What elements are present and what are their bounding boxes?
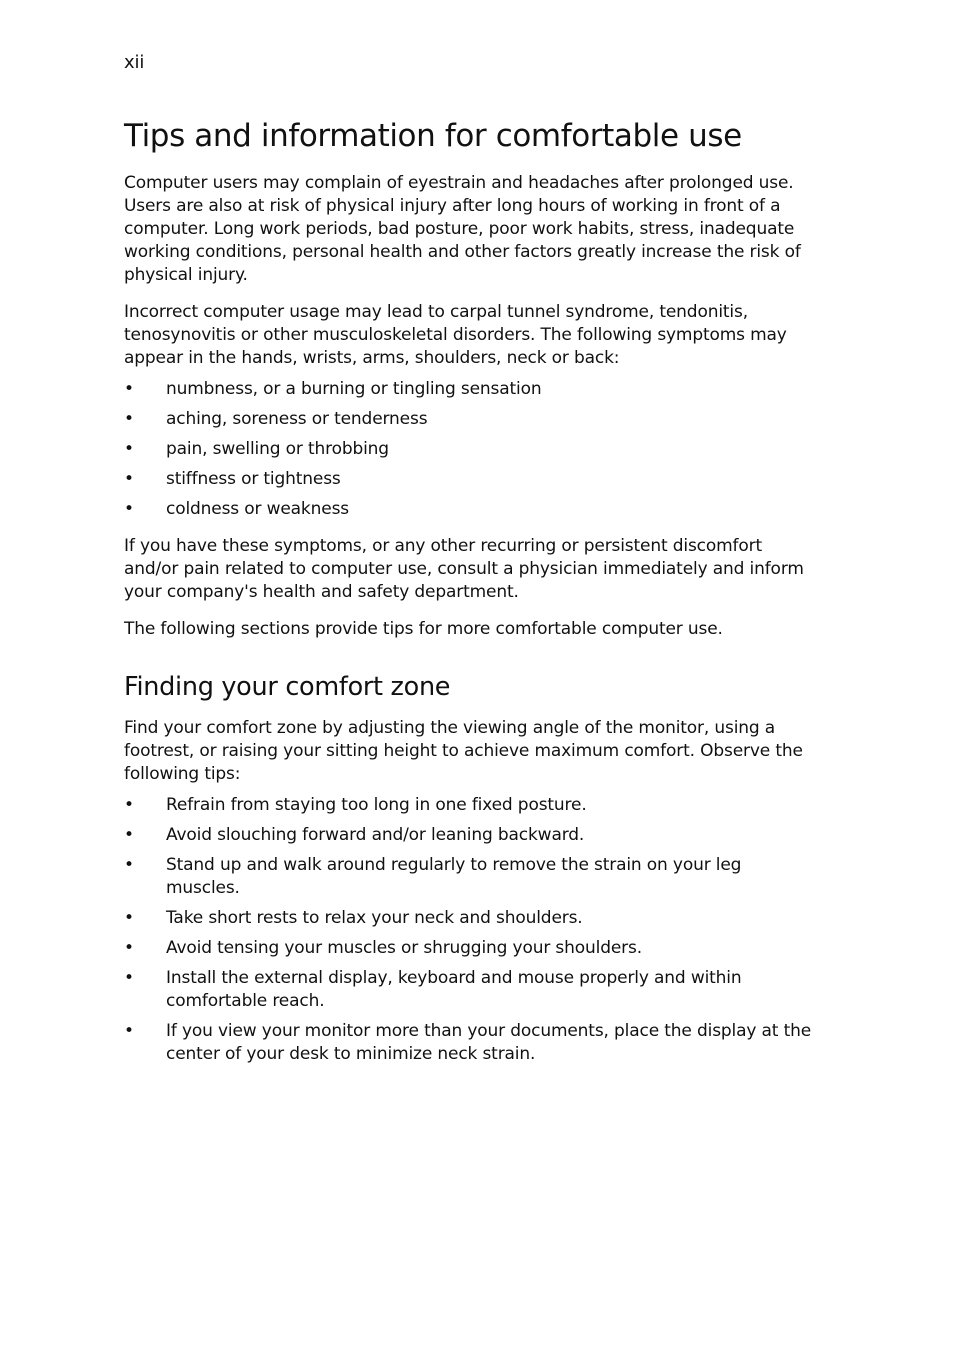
list-item	[124, 1020, 814, 1066]
list-item	[124, 794, 814, 817]
list-item	[124, 378, 814, 401]
list-item-text: Refrain from staying too long in one fixed posture.	[166, 795, 587, 815]
page-number: xii	[124, 52, 145, 73]
list-item	[124, 967, 814, 1013]
intro-paragraph: Incorrect computer usage may lead to carpal tunnel syndrome, tendonitis, tenosynovitis or other musculoskeletal disorders. The following symptoms may appear in the hands, wrists, arms, shoulders, neck or back:	[124, 302, 787, 368]
list-item-text: If you view your monitor more than your documents, place the display at the center of your desk to minimize neck strain.	[166, 1021, 812, 1064]
list-item	[124, 408, 814, 431]
section-intro: Find your comfort zone by adjusting the viewing angle of the monitor, using a footrest, or raising your sitting height to achieve maximum comfort. Observe the following tips:	[124, 718, 803, 784]
bullet-icon: •	[124, 855, 134, 875]
bullet-icon: •	[124, 795, 134, 815]
list-item-text: Avoid slouching forward and/or leaning backward.	[166, 825, 585, 845]
bullet-icon: •	[124, 1021, 134, 1041]
closing-paragraph: The following sections provide tips for more comfortable computer use.	[124, 619, 723, 639]
document-page	[124, 52, 814, 1066]
list-item-text: numbness, or a burning or tingling sensation	[166, 379, 542, 399]
list-item	[124, 498, 814, 521]
list-item-text: aching, soreness or tenderness	[166, 409, 428, 429]
bullet-icon: •	[124, 379, 134, 399]
intro-paragraph: Computer users may complain of eyestrain and headaches after prolonged use. Users are also at risk of physical injury after long hours of working in front of a computer. Long work periods, bad posture, poor work habits, stress, inadequate working conditions, personal health and other factors greatly increase the risk of physical injury.	[124, 173, 801, 285]
list-item	[124, 937, 814, 960]
list-item-text: coldness or weakness	[166, 499, 349, 519]
list-item-text: pain, swelling or throbbing	[166, 439, 389, 459]
list-item-text: Install the external display, keyboard and mouse properly and within comfortable reach.	[166, 968, 742, 1011]
list-item-text: stiffness or tightness	[166, 469, 341, 489]
list-item-text: Take short rests to relax your neck and shoulders.	[166, 908, 583, 928]
list-item	[124, 824, 814, 847]
bullet-icon: •	[124, 938, 134, 958]
closing-paragraph: If you have these symptoms, or any other recurring or persistent discomfort and/or pain related to computer use, consult a physician immediately and inform your company's health and safety department.	[124, 536, 804, 602]
list-item	[124, 468, 814, 491]
symptoms-list	[124, 378, 814, 521]
bullet-icon: •	[124, 439, 134, 459]
list-item-text: Stand up and walk around regularly to remove the strain on your leg muscles.	[166, 855, 742, 898]
bullet-icon: •	[124, 469, 134, 489]
page-title: Tips and information for comfortable use	[124, 118, 742, 154]
bullet-icon: •	[124, 409, 134, 429]
bullet-icon: •	[124, 825, 134, 845]
bullet-icon: •	[124, 968, 134, 988]
list-item-text: Avoid tensing your muscles or shrugging your shoulders.	[166, 938, 642, 958]
list-item	[124, 907, 814, 930]
section-title: Finding your comfort zone	[124, 672, 451, 702]
tips-list	[124, 794, 814, 1066]
bullet-icon: •	[124, 499, 134, 519]
list-item	[124, 438, 814, 461]
bullet-icon: •	[124, 908, 134, 928]
list-item	[124, 854, 814, 900]
